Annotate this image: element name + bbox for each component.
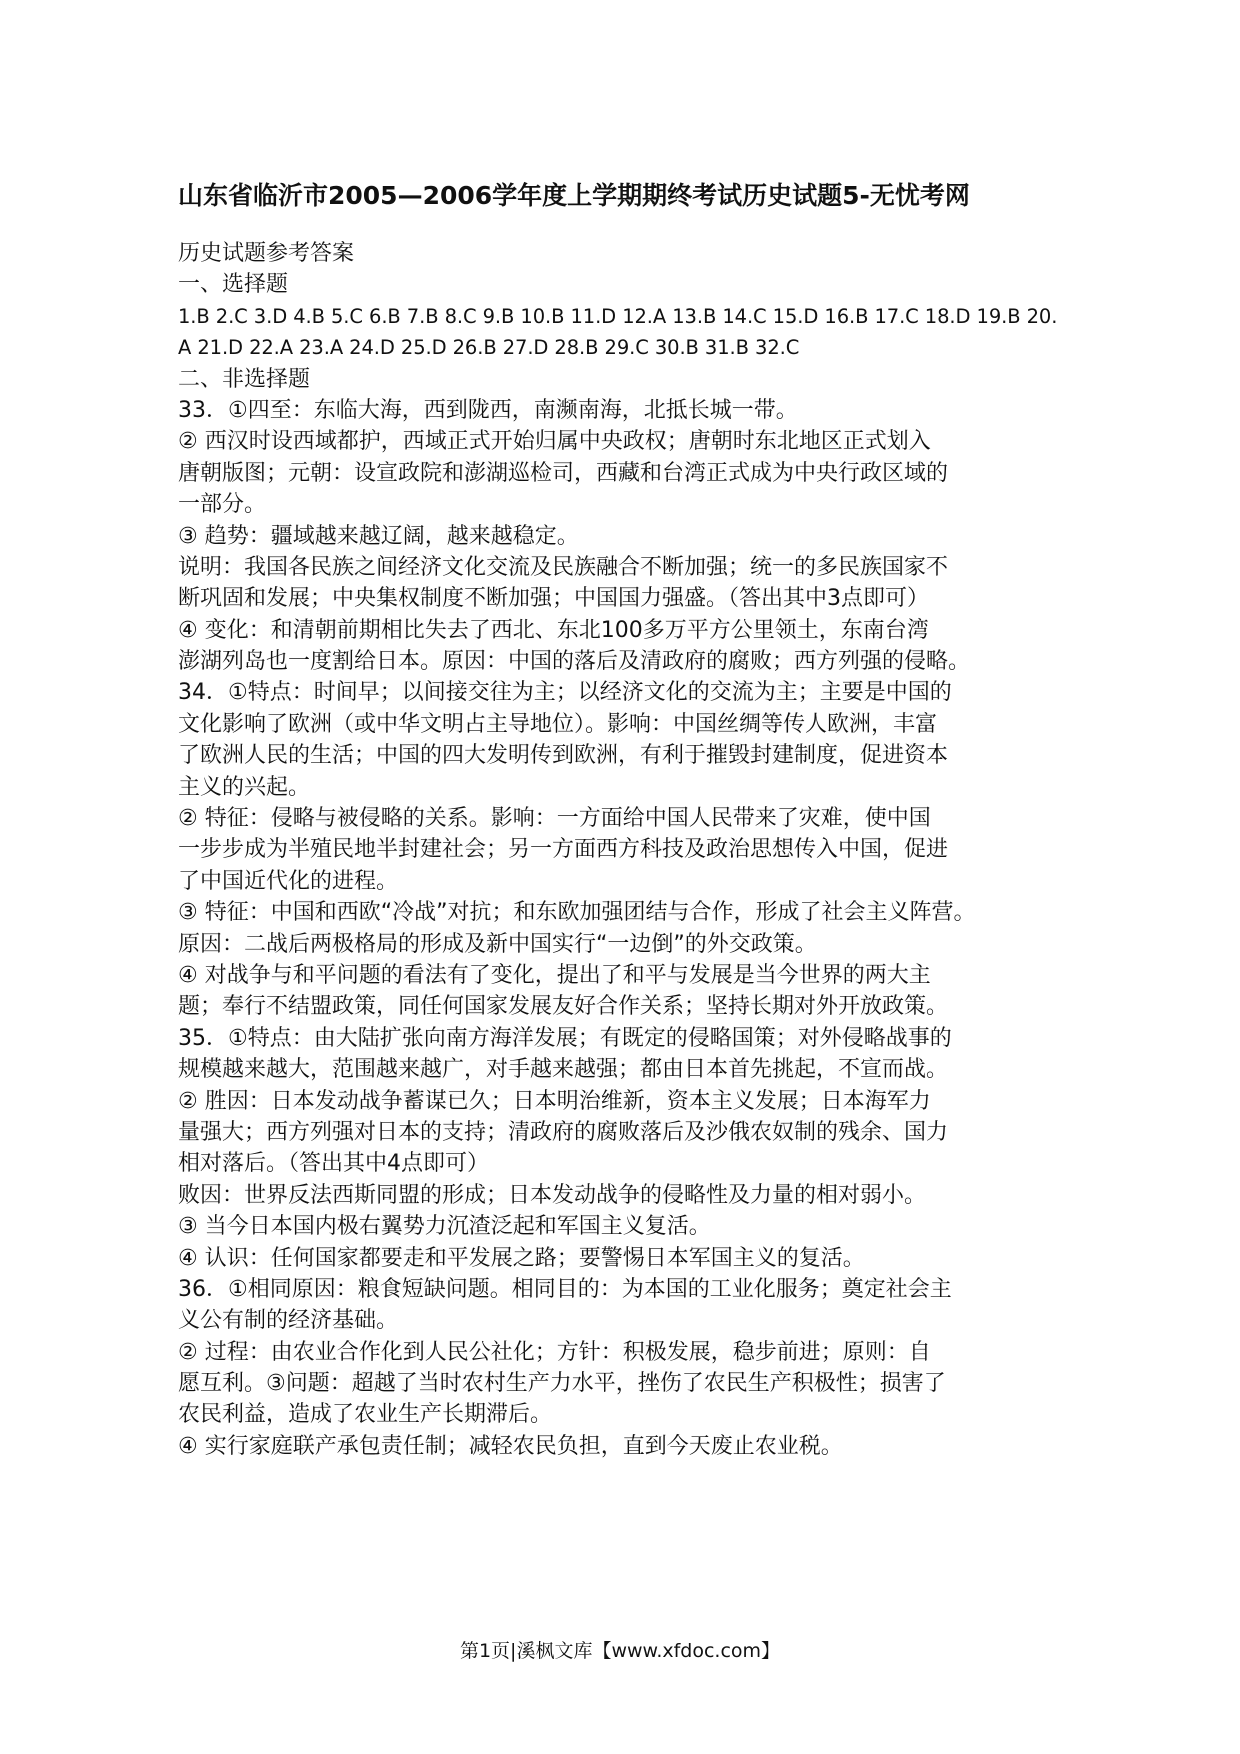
answer-line: 澎湖列岛也一度割给日本。原因：中国的落后及清政府的腐败；西方列强的侵略。 (178, 649, 971, 675)
answer-line: 题；奉行不结盟政策，同任何国家发展友好合作关系；坚持长期对外开放政策。 (178, 994, 949, 1020)
answer-line: 文化影响了欧洲（或中华文明占主导地位）。影响：中国丝绸等传人欧洲，丰富 (178, 711, 938, 737)
answer-line: 量强大；西方列强对日本的支持；清政府的腐败落后及沙俄农奴制的残余、国力 (178, 1119, 949, 1145)
answer-line: 35．①特点：由大陆扩张向南方海洋发展；有既定的侵略国策；对外侵略战事的 (178, 1025, 952, 1051)
answer-line: 败因：世界反法西斯同盟的形成；日本发动战争的侵略性及力量的相对弱小。 (178, 1182, 927, 1208)
answer-line: 了欧洲人民的生活；中国的四大发明传到欧洲，有利于摧毁封建制度，促进资本 (178, 743, 949, 769)
answer-line: 了中国近代化的进程。 (178, 868, 399, 894)
answer-content (178, 238, 1078, 1462)
answer-line: ④ 对战争与和平问题的看法有了变化，提出了和平与发展是当今世界的两大主 (178, 962, 931, 988)
answer-line: 36．①相同原因：粮食短缺问题。相同目的：为本国的工业化服务；奠定社会主 (178, 1276, 952, 1302)
answer-line: 原因：二战后两极格局的形成及新中国实行“一边倒”的外交政策。 (178, 931, 817, 957)
choice-answers-line: A 21.D 22.A 23.A 24.D 25.D 26.B 27.D 28.B 29.C 30.B 31.B 32.C (178, 336, 800, 360)
answer-line: 唐朝版图；元朝：设宣政院和澎湖巡检司，西藏和台湾正式成为中央行政区域的 (178, 460, 949, 486)
answer-line: ④ 变化：和清朝前期相比失去了西北、东北100多万平方公里领土，东南台湾 (178, 617, 929, 643)
answer-line: 34．①特点：时间早；以间接交往为主；以经济文化的交流为主；主要是中国的 (178, 680, 952, 706)
document-title: 山东省临沂市2005—2006学年度上学期期终考试历史试题5-无忧考网 (178, 181, 970, 210)
answer-line: ③ 当今日本国内极右翼势力沉渣泛起和军国主义复活。 (178, 1214, 711, 1240)
answer-line: ② 过程：由农业合作化到人民公社化；方针：积极发展，稳步前进；原则：自 (178, 1339, 931, 1365)
answer-line: ② 胜因：日本发动战争蓄谋已久；日本明治维新，资本主义发展；日本海军力 (178, 1088, 931, 1114)
answer-line: 主义的兴起。 (178, 774, 311, 800)
answer-line: ③ 趋势：疆域越来越辽阔，越来越稳定。 (178, 523, 579, 549)
section-heading: 历史试题参考答案 (178, 241, 355, 266)
answer-line: 一部分。 (178, 492, 267, 518)
answer-line: 断巩固和发展；中央集权制度不断加强；中国国力强盛。（答出其中3点即可） (178, 586, 929, 612)
answer-line: 农民利益，造成了农业生产长期滞后。 (178, 1402, 553, 1428)
section-heading: 二、非选择题 (178, 366, 311, 392)
answer-line: 义公有制的经济基础。 (178, 1308, 399, 1334)
page-footer: 第1页|溪枫文库【www.xfdoc.com】 (459, 1640, 781, 1662)
section-heading: 一、选择题 (178, 272, 289, 298)
answer-line: 说明：我国各民族之间经济文化交流及民族融合不断加强；统一的多民族国家不 (178, 554, 949, 580)
answer-line: ④ 认识：任何国家都要走和平发展之路；要警惕日本军国主义的复活。 (178, 1245, 865, 1271)
answer-line: ② 特征：侵略与被侵略的关系。影响：一方面给中国人民带来了灾难，使中国 (178, 806, 931, 832)
answer-line: ④ 实行家庭联产承包责任制；减轻农民负担，直到今天废止农业税。 (178, 1433, 843, 1459)
answer-line: 一步步成为半殖民地半封建社会；另一方面西方科技及政治思想传入中国，促进 (178, 837, 949, 863)
answer-line: 规模越来越大，范围越来越广，对手越来越强；都由日本首先挑起，不宣而战。 (178, 1057, 949, 1083)
answer-line: 相对落后。（答出其中4点即可） (178, 1151, 489, 1177)
choice-answers-line: 1.B 2.C 3.D 4.B 5.C 6.B 7.B 8.C 9.B 10.B 11.D 12.A 13.B 14.C 15.D 16.B 17.C 18.D 19.B 20. (178, 304, 1058, 328)
answer-line: ③ 特征：中国和西欧“冷战”对抗；和东欧加强团结与合作，形成了社会主义阵营。 (178, 900, 976, 926)
answer-line: 33．①四至：东临大海，西到陇西，南濒南海，北抵长城一带。 (178, 397, 798, 423)
answer-line: 愿互利。③问题：超越了当时农村生产力水平，挫伤了农民生产积极性；损害了 (178, 1371, 946, 1397)
answer-line: ② 西汉时设西域都护，西域正式开始归属中央政权；唐朝时东北地区正式划入 (178, 429, 931, 455)
